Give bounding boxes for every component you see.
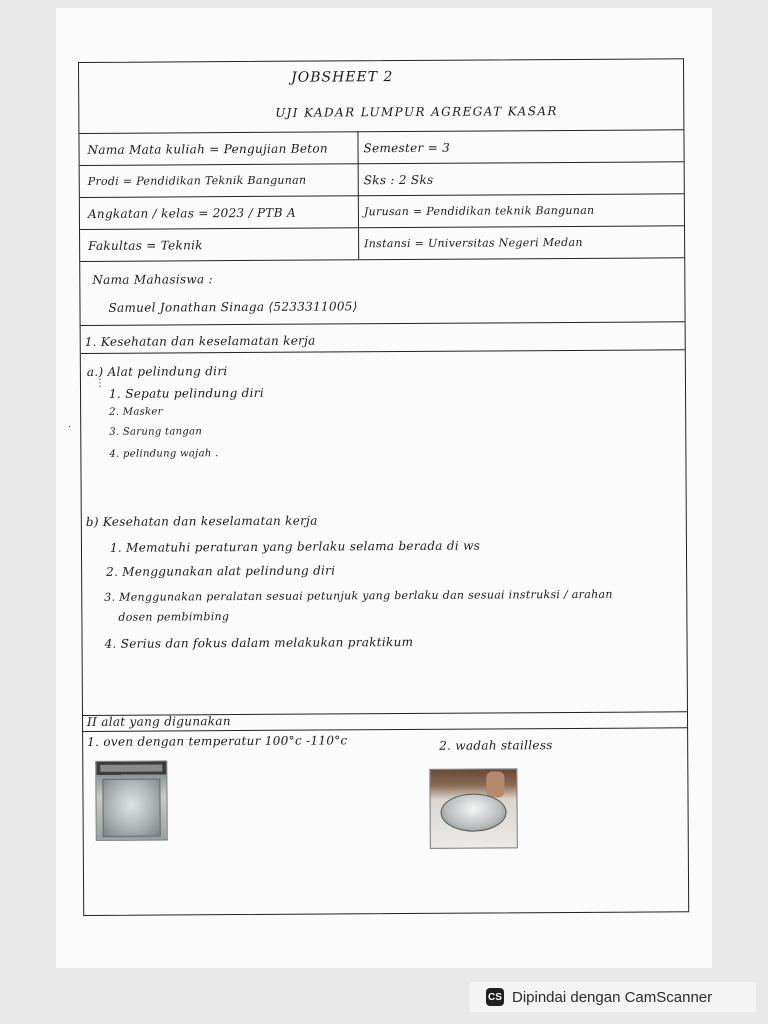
fakultas-field: Fakultas = Teknik	[88, 238, 203, 253]
mata-kuliah-field: Nama Mata kuliah = Pengujian Beton	[87, 141, 328, 157]
rule	[80, 161, 684, 166]
instansi-field: Instansi = Universitas Negeri Medan	[364, 235, 583, 251]
scan-speck: ⋮	[95, 378, 105, 389]
k3-item-continued: dosen pembimbing	[118, 610, 230, 624]
rule	[80, 257, 684, 262]
rule	[80, 225, 684, 230]
mahasiswa-label: Nama Mahasiswa :	[92, 272, 213, 287]
tool-item-wadah: 2. wadah stailless	[439, 738, 553, 753]
rule	[80, 193, 684, 198]
k3-item: 3. Menggunakan peralatan sesuai petunjuk yang berlaku dan sesuai instruksi / arahan	[104, 587, 613, 604]
angkatan-field: Angkatan / kelas = 2023 / PTB A	[87, 205, 296, 221]
apd-item: 1. Sepatu pelindung diri	[108, 385, 264, 401]
apd-item: 4. pelindung wajah .	[109, 448, 219, 460]
apd-item: 2. Masker	[109, 406, 163, 418]
rule	[81, 349, 685, 354]
rule	[79, 129, 683, 134]
prodi-field: Prodi = Pendidikan Teknik Bangunan	[87, 173, 307, 188]
k3-label: b) Kesehatan dan keselamatan kerja	[85, 513, 318, 529]
bowl-photo	[429, 768, 517, 849]
tool-item-oven: 1. oven dengan temperatur 100°c -110°c	[87, 733, 348, 749]
k3-item: 1. Mematuhi peraturan yang berlaku selama berada di ws	[109, 538, 481, 555]
camscanner-logo-icon: CS	[486, 988, 504, 1006]
jobsheet-subtitle: UJI KADAR LUMPUR AGREGAT KASAR	[275, 104, 558, 120]
section-1-heading: 1. Kesehatan dan keselamatan kerja	[84, 333, 316, 349]
apd-item: 3. Sarung tangan	[109, 426, 203, 438]
sks-field: Sks : 2 Sks	[363, 172, 434, 188]
scan-speck: ·	[68, 422, 72, 433]
oven-photo	[95, 760, 167, 840]
jobsheet-form	[78, 58, 689, 916]
camscanner-label: Dipindai dengan CamScanner	[512, 988, 713, 1006]
jurusan-field: Jurusan = Pendidikan teknik Bangunan	[363, 203, 595, 219]
rule	[81, 321, 685, 326]
jobsheet-title: JOBSHEET 2	[291, 69, 394, 86]
mahasiswa-name: Samuel Jonathan Sinaga ⟨5233311005⟩	[108, 299, 358, 315]
semester-field: Semester = 3	[363, 140, 451, 156]
k3-item: 4. Serius dan fokus dalam melakukan praktikum	[104, 634, 414, 651]
k3-item: 2. Menggunakan alat pelindung diri	[106, 563, 336, 579]
section-2-heading: II alat yang digunakan	[86, 714, 231, 729]
apd-label: a.) Alat pelindung diri	[86, 364, 228, 379]
camscanner-watermark	[470, 982, 756, 1012]
